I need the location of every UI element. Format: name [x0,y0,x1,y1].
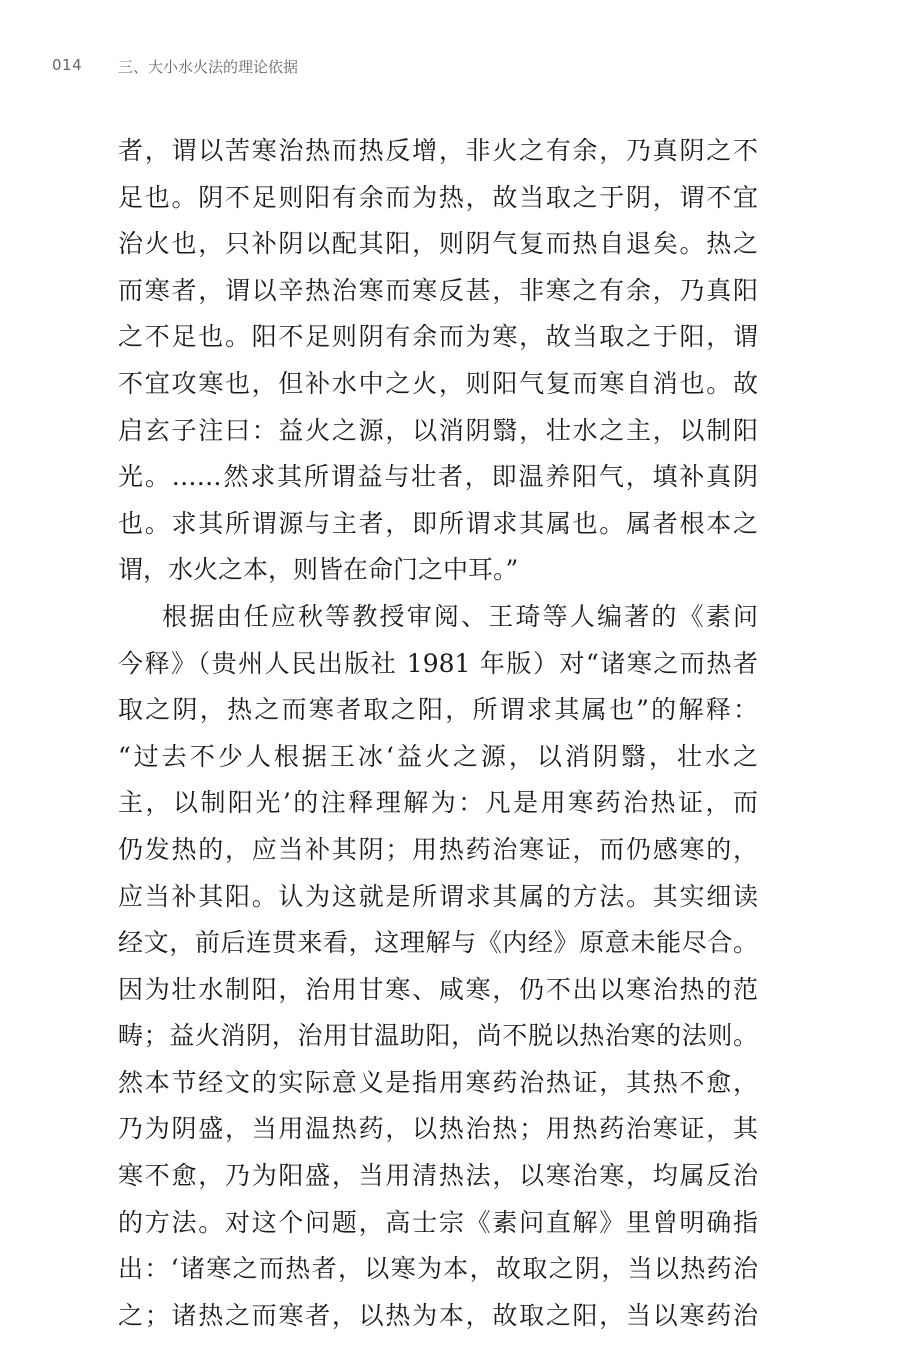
text-line: 因为壮水制阳，治用甘寒、咸寒，仍不出以寒治热的范 [118,974,758,1004]
text-line: 出：‘诸寒之而热者，以寒为本，故取之阴，当以热药治 [118,1254,758,1284]
text-line: 取之阴，热之而寒者取之阳，所谓求其属也”的解释： [118,695,758,725]
text-line: 的方法。对这个问题，高士宗《素问直解》里曾明确指 [118,1207,758,1237]
text-line: 启玄子注曰：益火之源，以消阴翳，壮水之主，以制阳 [118,415,758,445]
text-line: 应当补其阳。认为这就是所谓求其属的方法。其实细读 [118,881,758,911]
text-line: 光。……然求其所谓益与壮者，即温养阳气，填补真阴 [118,462,758,492]
text-line: 之；诸热之而寒者，以热为本，故取之阳，当以寒药治 [118,1300,758,1330]
text-line: 畴；益火消阴，治用甘温助阳，尚不脱以热治寒的法则。 [118,1021,758,1051]
text-line: 者，谓以苦寒治热而热反增，非火之有余，乃真阴之不 [118,136,758,165]
paragraph-start-line: 根据由任应秋等教授审阅、王琦等人编著的《素问 [162,601,758,631]
text-line: 仍发热的，应当补其阴；用热药治寒证，而仍感寒的， [118,834,758,864]
text-line: 足也。阴不足则阳有余而为热，故当取之于阴，谓不宜 [118,182,758,212]
text-line: 不宜攻寒也，但补水中之火，则阳气复而寒自消也。故 [118,368,758,398]
text-line: “过去不少人根据王冰‘益火之源，以消阴翳，壮水之 [118,741,758,771]
running-title: 三、大小水火法的理论依据 [118,58,299,76]
text-line: 乃为阴盛，当用温热药，以热治热；用热药治寒证，其 [118,1114,758,1144]
text-line: 寒不愈，乃为阳盛，当用清热法，以寒治寒，均属反治 [118,1161,758,1191]
text-line: 今释》（贵州人民出版社 1981 年版）对“诸寒之而热者 [118,648,758,678]
text-line: 治火也，只补阴以配其阳，则阴气复而热自退矣。热之 [118,229,758,259]
page-number: 014 [52,56,83,74]
text-line: 主，以制阳光’的注释理解为：凡是用寒药治热证，而 [118,788,758,818]
text-line: 也。求其所谓源与主者，即所谓求其属也。属者根本之 [118,508,758,538]
text-line: 之不足也。阳不足则阴有余而为寒，故当取之于阳，谓 [118,322,758,352]
text-line: 而寒者，谓以辛热治寒而寒反甚，非寒之有余，乃真阳 [118,275,758,305]
text-line: 经文，前后连贯来看，这理解与《内经》原意未能尽合。 [118,928,758,958]
body-text [118,128,758,1339]
page-header [52,56,848,82]
text-line: 谓，水火之本，则皆在命门之中耳。” [118,555,519,585]
text-line: 然本节经文的实际意义是指用寒药治热证，其热不愈， [118,1067,758,1097]
